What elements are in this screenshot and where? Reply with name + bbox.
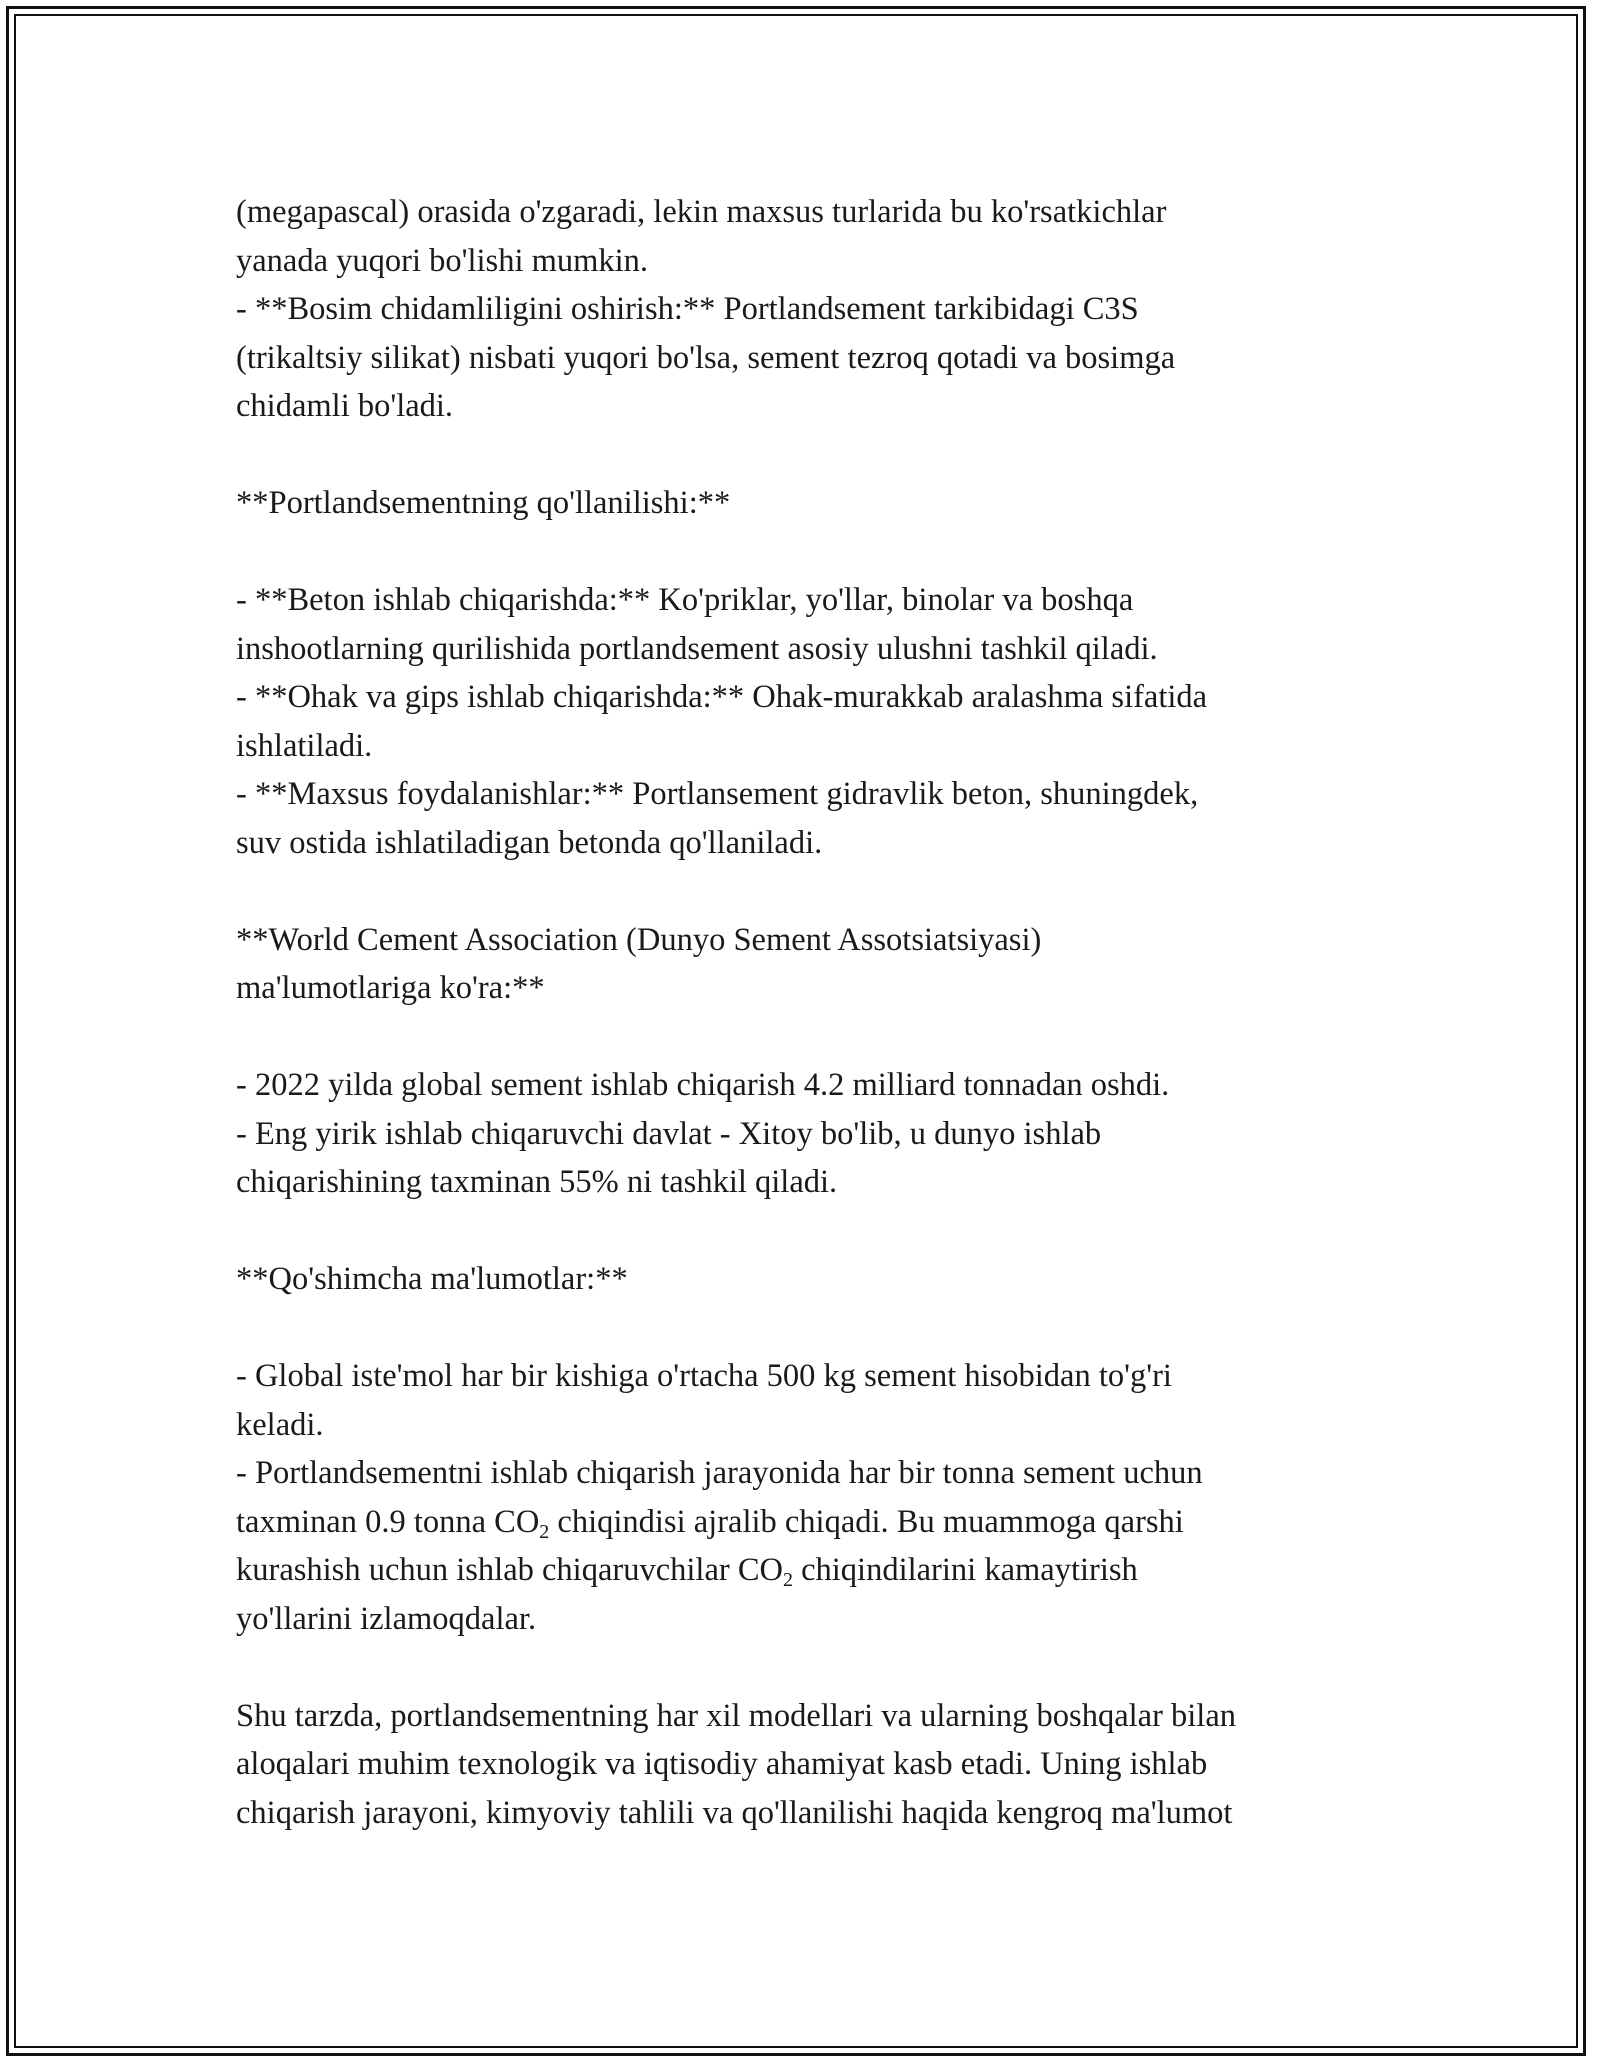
text-fragment: kurashish uchun ishlab chiqaruvchilar CO [236,1552,783,1588]
text-line: - **Bosim chidamliligini oshirish:** Portlandsement tarkibidagi C3S [236,291,1139,327]
list-item-line: yo'llarini izlamoqdalar. [236,1600,537,1637]
list-item-line: keladi. [236,1406,324,1443]
usage-list [236,576,1416,867]
blank-line [236,528,1416,577]
text-line: (megapascal) orasida o'zgaradi, lekin maxsus turlarida bu ko'rsatkichlar [236,194,1167,230]
list-item-line: - Eng yirik ishlab chiqaruvchi davlat - Xitoy bo'lib, u dunyo ishlab [236,1115,1102,1152]
wca-heading [236,916,1416,1013]
list-item-line [236,1498,1416,1547]
blank-line [236,1643,1416,1692]
text-fragment: chiqindilarini kamaytirish [792,1552,1138,1588]
list-item-line: chiqarishining taxminan 55% ni tashkil qiladi. [236,1164,838,1200]
extra-list [236,1352,1416,1643]
text-line: (trikaltsiy silikat) nisbati yuqori bo'lsa, sement tezroq qotadi va bosimga [236,339,1176,376]
list-item-line: - Global iste'mol har bir kishiga o'rtacha 500 kg sement hisobidan to'g'ri [236,1358,1172,1394]
text-line: yanada yuqori bo'lishi mumkin. [236,242,649,279]
usage-heading: **Portlandsementning qo'llanilishi:** [236,485,731,521]
heading-line: ma'lumotlariga ko'ra:** [236,970,545,1006]
list-item-line [236,1546,1416,1595]
blank-line [236,867,1416,916]
blank-line [236,1013,1416,1062]
blank-line [236,1207,1416,1256]
wca-list [236,1061,1416,1207]
document-body [236,188,1416,1837]
list-item-line: - **Beton ishlab chiqarishda:** Ko'priklar, yo'llar, binolar va boshqa [236,582,1134,618]
text-fragment: taxminan 0.9 tonna CO [236,1503,540,1540]
list-item-line: - 2022 yilda global sement ishlab chiqarish 4.2 milliard tonnadan oshdi. [236,1067,1170,1103]
intro-paragraph [236,188,1416,431]
text-fragment: chiqindisi ajralib chiqadi. Bu muammoga qarshi [549,1503,1184,1540]
heading-line: **World Cement Association (Dunyo Sement Assotsiatsiyasi) [236,921,1042,958]
text-line: Shu tarzda, portlandsementning har xil modellari va ularning boshqalar bilan [236,1697,1237,1734]
subscript-two: 2 [782,1569,793,1591]
list-item-line: ishlatiladi. [236,727,373,764]
conclusion-paragraph [236,1692,1416,1838]
list-item-line: inshootlarning qurilishida portlandsement asosiy ulushni tashkil qiladi. [236,630,1158,667]
text-line: chiqarish jarayoni, kimyoviy tahlili va qo'llanilishi haqida kengroq ma'lumot [236,1794,1233,1831]
subscript-two: 2 [539,1520,550,1543]
list-item-line: - Portlandsementni ishlab chiqarish jarayonida har bir tonna sement uchun [236,1455,1203,1491]
text-line: chidamli bo'ladi. [236,388,454,424]
list-item-line: - **Maxsus foydalanishlar:** Portlansement gidravlik beton, shuningdek, [236,776,1199,812]
blank-line [236,431,1416,480]
extra-heading: **Qo'shimcha ma'lumotlar:** [236,1261,628,1297]
text-line: aloqalari muhim texnologik va iqtisodiy ahamiyat kasb etadi. Uning ishlab [236,1746,1208,1782]
list-item-line: - **Ohak va gips ishlab chiqarishda:** Ohak-murakkab aralashma sifatida [236,679,1208,715]
list-item-line: suv ostida ishlatiladigan betonda qo'llaniladi. [236,824,823,861]
blank-line [236,1304,1416,1353]
